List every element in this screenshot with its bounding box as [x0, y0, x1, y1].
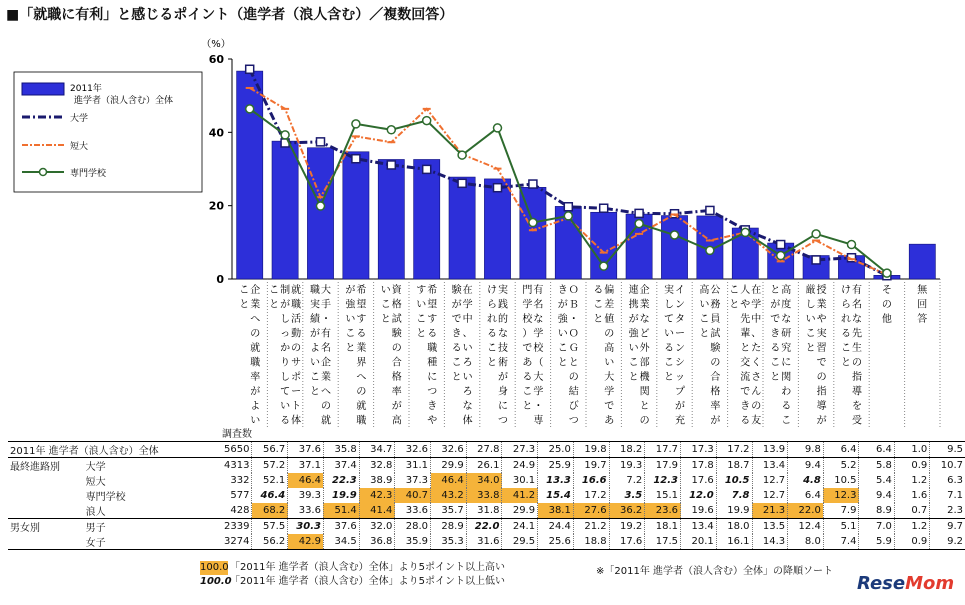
bar: [661, 216, 687, 279]
table-cell: 9.7: [930, 519, 965, 535]
table-cell: 22.0: [788, 503, 824, 519]
table-cell: 30.1: [502, 473, 538, 488]
header-blank: [84, 425, 206, 440]
table-row: [8, 442, 965, 458]
table-cell: 18.1: [645, 519, 681, 535]
series-point: [494, 124, 502, 132]
row-group-label: 2011年 進学者（浪人含む）全体: [8, 442, 204, 458]
table-cell: 7.0: [859, 519, 894, 535]
table-cell: 42.3: [359, 488, 395, 503]
legend-low-swatch: 100.0: [200, 576, 232, 587]
table-cell: 2.3: [930, 503, 965, 519]
series-point: [494, 184, 502, 192]
series-point: [529, 180, 537, 188]
table-cell: 29.9: [502, 503, 538, 519]
table-cell: 9.5: [930, 442, 965, 458]
count-header: 調査数: [222, 429, 252, 440]
table-cell: 3.5: [609, 488, 645, 503]
table-cell: 15.1: [645, 488, 681, 503]
table-cell: 9.2: [930, 534, 965, 550]
series-point: [635, 209, 643, 217]
table-cell: 17.2: [716, 442, 752, 458]
category-label: その他: [881, 285, 892, 325]
table-cell: 17.7: [645, 442, 681, 458]
legend-high-text: 「2011年 進学者（浪人含む）全体」より5ポイント以上高い: [230, 562, 505, 573]
series-point: [883, 269, 891, 277]
table-row: [8, 503, 965, 519]
series-point: [529, 219, 537, 227]
table-cell: 46.4: [288, 473, 324, 488]
table-cell: 0.9: [894, 458, 929, 474]
table-cell: 38.9: [359, 473, 395, 488]
table-cell: 33.8: [466, 488, 502, 503]
series-point: [387, 161, 395, 169]
series-point: [635, 220, 643, 228]
row-label: 大学: [85, 462, 106, 473]
category-label: 有名な学校（大学・専門学校）であること: [522, 285, 544, 427]
series-point: [600, 204, 608, 212]
table-cell: 32.6: [431, 442, 467, 458]
series-point: [387, 126, 395, 134]
series-point: [423, 165, 431, 173]
table-cell: 12.0: [681, 488, 717, 503]
sort-note: ※「2011年 進学者（浪人含む）全体」の降順ソート: [596, 566, 834, 577]
legend-swatch-bar: [22, 83, 64, 95]
page-title: ■「就職に有利」と感じるポイント（進学者（浪人含む）／複数回答）: [6, 7, 454, 23]
table-cell: 19.6: [681, 503, 717, 519]
table-cell: 16.6: [573, 473, 609, 488]
table-cell: 52.1: [252, 473, 288, 488]
table-cell: 29.9: [431, 458, 467, 474]
table-cell: 33.6: [395, 503, 431, 519]
table-cell: 9.4: [788, 458, 824, 474]
table-cell: 19.9: [716, 503, 752, 519]
table-cell: 27.6: [573, 503, 609, 519]
table-cell: 8.9: [859, 503, 894, 519]
category-label: 無回答: [917, 285, 928, 325]
bar: [484, 179, 510, 279]
y-tick-label: 20: [208, 199, 224, 213]
table-cell: 13.4: [681, 519, 717, 535]
legend-low-text: 「2011年 進学者（浪人含む）全体」より5ポイント以上低い: [230, 576, 505, 587]
series-point: [600, 262, 608, 270]
table-cell: 17.2: [573, 488, 609, 503]
table-row: [8, 488, 965, 503]
table-cell: 31.6: [466, 534, 502, 550]
category-label: 高度な研究に関わることができること: [770, 285, 792, 427]
table-cell: 12.7: [752, 488, 788, 503]
table-cell: 41.4: [359, 503, 395, 519]
table-cell: 68.2: [252, 503, 288, 519]
category-label: ＯＢ・ＯＧとの結びつきが強いこと: [557, 285, 579, 427]
table-cell: 12.7: [752, 473, 788, 488]
table-cell: 12.4: [788, 519, 824, 535]
table-cell: 17.6: [609, 534, 645, 550]
table-cell: 15.4: [538, 488, 574, 503]
category-label: 授業や実習での指導が厳しいこと: [805, 285, 827, 427]
table-cell: 20.1: [681, 534, 717, 550]
bar: [414, 159, 440, 279]
table-cell: 26.1: [466, 458, 502, 474]
table-cell: 42.9: [288, 534, 324, 550]
table-cell: 18.2: [609, 442, 645, 458]
table-cell: 37.6: [288, 442, 324, 458]
table-cell: 13.9: [752, 442, 788, 458]
category-label: 実践的な技術が身につけられること: [487, 285, 508, 427]
table-cell: 51.4: [323, 503, 359, 519]
category-label: 企業など外部機関との連携が強いこと: [628, 285, 650, 427]
table-cell: 33.6: [288, 503, 324, 519]
table-cell: 29.5: [502, 534, 538, 550]
series-point: [564, 212, 572, 220]
table-cell: 28.9: [431, 519, 467, 535]
row-group-label: [8, 534, 84, 550]
table-cell: 27.8: [466, 442, 502, 458]
table-cell: 1.2: [894, 473, 929, 488]
table-cell: 28.0: [395, 519, 431, 535]
table-cell: 34.7: [359, 442, 395, 458]
table-cell: 32.8: [359, 458, 395, 474]
table-cell: 35.7: [431, 503, 467, 519]
table-cell: 18.7: [716, 458, 752, 474]
category-label: 希望する職種につきやすいこと: [416, 285, 438, 427]
table-cell: 19.7: [573, 458, 609, 474]
series-point: [246, 65, 254, 73]
table-cell: 19.9: [323, 488, 359, 503]
table-cell: 30.3: [288, 519, 324, 535]
series-point: [458, 151, 466, 159]
table-cell: 25.6: [538, 534, 574, 550]
table-cell: 21.2: [573, 519, 609, 535]
series-point: [777, 241, 785, 249]
bar: [520, 187, 546, 279]
table-cell: 22.3: [323, 473, 359, 488]
table-cell: 23.6: [645, 503, 681, 519]
resemom-logo: [857, 573, 954, 594]
row-group-label: 最終進路別: [10, 462, 60, 473]
table-cell: 32.0: [359, 519, 395, 535]
highlight-legend: [200, 561, 505, 589]
series-point: [317, 202, 325, 210]
legend-label: 2011年: [70, 84, 102, 94]
series-point: [777, 252, 785, 260]
bar: [272, 141, 298, 279]
logo-part-b: Mom: [905, 573, 955, 594]
table-cell: 10.5: [716, 473, 752, 488]
table-cell: 10.5: [823, 473, 859, 488]
table-cell: 8.0: [788, 534, 824, 550]
table-cell: 19.8: [573, 442, 609, 458]
row-group-label: 男女別: [8, 519, 84, 535]
bar: [343, 152, 369, 279]
series-point: [706, 246, 714, 254]
y-tick-label: 60: [208, 53, 224, 66]
bar: [378, 159, 404, 279]
table-cell: 9.4: [859, 488, 894, 503]
legend-label: 短大: [70, 142, 89, 152]
table-cell: 41.2: [502, 488, 538, 503]
table-cell: 27.3: [502, 442, 538, 458]
table-cell: 10.7: [930, 458, 965, 474]
table-cell: 12.3: [823, 488, 859, 503]
table-cell: 46.4: [431, 473, 467, 488]
series-point: [423, 117, 431, 125]
table-cell: 22.0: [466, 519, 502, 535]
category-label: 大手・有名企業への就職実績がよいこと: [310, 285, 331, 427]
table-cell: 36.8: [359, 534, 395, 550]
table-cell: 56.2: [252, 534, 288, 550]
table-cell: 17.5: [645, 534, 681, 550]
y-tick-label: 0: [216, 273, 224, 286]
table-cell: 32.6: [395, 442, 431, 458]
row-label: 男子: [84, 519, 205, 535]
table-cell: 31.8: [466, 503, 502, 519]
row-count: 577: [230, 490, 250, 501]
row-count: 5650: [204, 442, 252, 458]
table-cell: 57.5: [252, 519, 288, 535]
category-label: 偏差値の高い大学であること: [593, 285, 615, 427]
table-cell: 7.9: [823, 503, 859, 519]
table-cell: 16.1: [716, 534, 752, 550]
row-group-label: [8, 503, 84, 519]
table-cell: 12.3: [645, 473, 681, 488]
table-cell: 37.1: [288, 458, 324, 474]
legend-high: [200, 561, 505, 575]
table-cell: 36.2: [609, 503, 645, 519]
table-cell: 25.9: [538, 458, 574, 474]
table-cell: 18.8: [573, 534, 609, 550]
table-cell: 0.9: [894, 534, 929, 550]
series-point: [317, 138, 325, 146]
table-cell: 17.9: [645, 458, 681, 474]
table-cell: 38.1: [538, 503, 574, 519]
header-blank: [8, 425, 84, 440]
series-point: [246, 105, 254, 113]
bar: [237, 71, 263, 279]
table-cell: 14.3: [752, 534, 788, 550]
series-point: [706, 206, 714, 214]
row-count: 3274: [204, 534, 252, 550]
legend-swatch-point: [40, 169, 47, 176]
category-label: 就職活動のサポート体制がしっかりしていること: [269, 285, 302, 427]
table-cell: 7.2: [609, 473, 645, 488]
table-cell: 18.0: [716, 519, 752, 535]
series-point: [741, 228, 749, 236]
series-point: [352, 155, 360, 163]
table-cell: 35.3: [431, 534, 467, 550]
series-point: [458, 179, 466, 187]
table-cell: 4.8: [788, 473, 824, 488]
series-point: [812, 230, 820, 238]
bar: [449, 177, 475, 279]
row-count: 4313: [224, 460, 250, 471]
table-cell: 7.1: [930, 488, 965, 503]
table-cell: 17.6: [681, 473, 717, 488]
table-cell: 46.4: [252, 488, 288, 503]
table-cell: 6.4: [859, 442, 894, 458]
category-label: インターンシップが充実していること: [664, 285, 685, 427]
table-cell: 1.6: [894, 488, 929, 503]
row-label: 浪人: [84, 503, 205, 519]
table-cell: 7.4: [823, 534, 859, 550]
category-label: 在学中、たくさんの友人や先輩と交流できること: [729, 285, 762, 427]
table-cell: 5.9: [859, 534, 894, 550]
table-row: [8, 473, 965, 488]
category-label: 企業への就職率がよいこと: [239, 285, 261, 427]
logo-part-a: Rese: [857, 573, 906, 594]
table-cell: 19.2: [609, 519, 645, 535]
table-cell: 37.4: [323, 458, 359, 474]
table-cell: 1.0: [894, 442, 929, 458]
table-header-row: [8, 425, 254, 440]
table-cell: 39.3: [288, 488, 324, 503]
table-cell: 24.9: [502, 458, 538, 474]
data-table: [8, 429, 965, 550]
table-cell: 34.5: [323, 534, 359, 550]
series-point: [352, 120, 360, 128]
row-group-label: [8, 473, 84, 488]
series-point: [564, 203, 572, 211]
table-cell: 13.5: [752, 519, 788, 535]
table-cell: 31.1: [395, 458, 431, 474]
category-label: 在学中、いろいろな体験ができること: [451, 285, 473, 427]
legend-label: 大学: [70, 114, 89, 124]
category-label: 公務員試験の合格率が高いこと: [699, 285, 721, 427]
row-label: 専門学校: [85, 492, 126, 503]
table-cell: 9.8: [788, 442, 824, 458]
table-cell: 5.1: [823, 519, 859, 535]
row-group-label: [8, 488, 84, 503]
table-cell: 56.7: [252, 442, 288, 458]
table-cell: 21.3: [752, 503, 788, 519]
table-cell: 6.3: [930, 473, 965, 488]
category-label: 希望する業界への就職が強いこと: [345, 285, 367, 427]
series-point: [281, 131, 289, 139]
legend-low: [200, 575, 505, 589]
table-cell: 57.2: [252, 458, 288, 474]
table-cell: 6.4: [788, 488, 824, 503]
row-count: 428: [204, 503, 252, 519]
series-point: [812, 256, 820, 264]
series-point: [848, 241, 856, 249]
row-count: 332: [230, 475, 250, 486]
table-cell: 35.9: [395, 534, 431, 550]
table-cell: 24.4: [538, 519, 574, 535]
table-row: [8, 458, 965, 474]
table-cell: 1.2: [894, 519, 929, 535]
y-tick-label: 40: [208, 126, 224, 140]
table-cell: 5.8: [859, 458, 894, 474]
table-cell: 5.2: [823, 458, 859, 474]
table-cell: 13.3: [538, 473, 574, 488]
table-cell: 5.4: [859, 473, 894, 488]
table-cell: 19.3: [609, 458, 645, 474]
table-cell: 13.4: [752, 458, 788, 474]
table-cell: 35.8: [323, 442, 359, 458]
table-cell: 25.0: [538, 442, 574, 458]
legend-high-swatch: 100.0: [200, 562, 229, 573]
y-axis-label: （%）: [201, 39, 231, 50]
table-cell: 0.7: [894, 503, 929, 519]
bar: [307, 148, 333, 279]
row-label: 短大: [85, 477, 106, 488]
series-point: [671, 231, 679, 239]
category-label: 有名な先生の指導を受けられること: [841, 285, 862, 427]
legend-label: 専門学校: [70, 169, 107, 179]
table-cell: 37.6: [323, 519, 359, 535]
table-row: [8, 534, 965, 550]
bar: [909, 244, 935, 279]
table-cell: 17.3: [681, 442, 717, 458]
row-label: 女子: [84, 534, 205, 550]
table-cell: 17.8: [681, 458, 717, 474]
table-cell: 7.8: [716, 488, 752, 503]
table-cell: 43.2: [431, 488, 467, 503]
table-cell: 40.7: [395, 488, 431, 503]
row-count: 2339: [204, 519, 252, 535]
category-label: 資格試験の合格率が高いこと: [380, 285, 402, 427]
table-cell: 6.4: [823, 442, 859, 458]
table-cell: 37.3: [395, 473, 431, 488]
table-row: [8, 519, 965, 535]
table-cell: 24.1: [502, 519, 538, 535]
legend-label: 進学者（浪人含む）全体: [74, 96, 174, 106]
table-cell: 34.0: [466, 473, 502, 488]
